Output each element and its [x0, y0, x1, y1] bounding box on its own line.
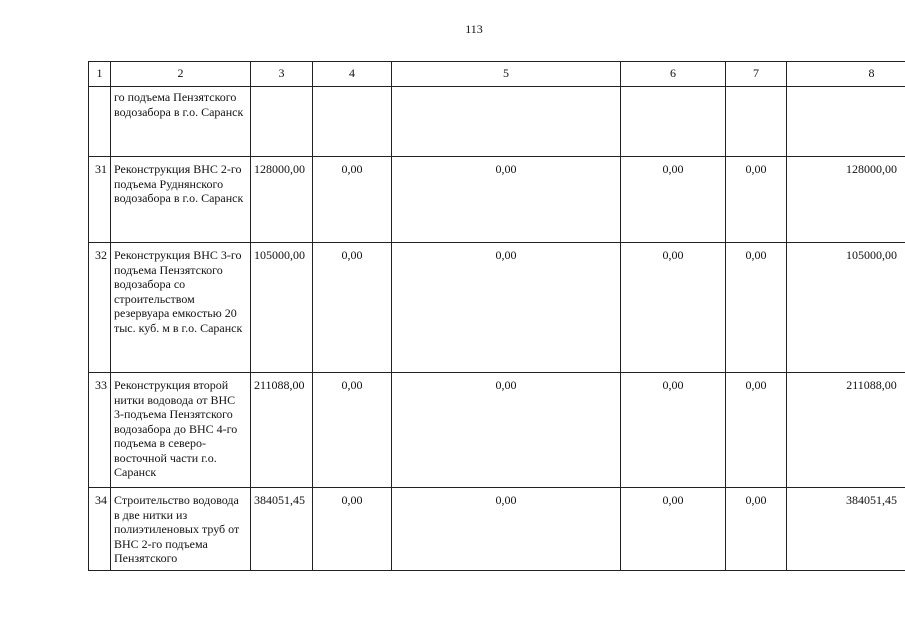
row-col-6: 0,00: [621, 488, 726, 571]
row-col-8: 105000,00: [787, 243, 905, 373]
row-name: Реконструкция ВНС 2-го подъема Руднянского водозабора в г.о. Саранск: [111, 157, 251, 243]
header-col-4: 4: [313, 62, 392, 87]
header-row: [89, 62, 905, 87]
header-col-5: 5: [392, 62, 621, 87]
row-col-3: 128000,00: [251, 157, 313, 243]
row-col-3: 211088,00: [251, 373, 313, 488]
row-col-7: 0,00: [726, 157, 787, 243]
row-col-7: 0,00: [726, 373, 787, 488]
row-number: 34: [89, 488, 111, 571]
row-col-8: [787, 87, 905, 157]
budget-table: [88, 61, 905, 571]
row-col-5: 0,00: [392, 373, 621, 488]
row-col-6: 0,00: [621, 373, 726, 488]
row-col-4: 0,00: [313, 488, 392, 571]
row-name: го подъема Пензятского водозабора в г.о. Саранск: [111, 87, 251, 157]
row-name: Строительство водовода в две нитки из полиэтиленовых труб от ВНС 2-го подъема Пензятского: [111, 488, 251, 571]
row-col-5: 0,00: [392, 243, 621, 373]
page-number: 113: [465, 22, 483, 36]
row-col-4: 0,00: [313, 243, 392, 373]
row-col-8: 384051,45: [787, 488, 905, 571]
header-col-3: 3: [251, 62, 313, 87]
row-col-7: 0,00: [726, 488, 787, 571]
row-col-5: 0,00: [392, 157, 621, 243]
header-col-1: 1: [89, 62, 111, 87]
row-col-4: [313, 87, 392, 157]
row-col-4: 0,00: [313, 157, 392, 243]
row-col-6: 0,00: [621, 243, 726, 373]
row-col-5: 0,00: [392, 488, 621, 571]
row-col-8: 128000,00: [787, 157, 905, 243]
table-row: [89, 488, 905, 571]
row-number: [89, 87, 111, 157]
row-col-8: 211088,00: [787, 373, 905, 488]
header-col-8: 8: [787, 62, 905, 87]
row-col-4: 0,00: [313, 373, 392, 488]
row-col-7: [726, 87, 787, 157]
row-col-3: [251, 87, 313, 157]
header-col-6: 6: [621, 62, 726, 87]
table-row: [89, 87, 905, 157]
row-name: Реконструкция второй нитки водовода от ВНС 3-подъема Пензятского водозабора до ВНС 4-го подъема в северо-восточной части г.о. Саранск: [111, 373, 251, 488]
header-col-2: 2: [111, 62, 251, 87]
row-col-3: 105000,00: [251, 243, 313, 373]
row-number: 31: [89, 157, 111, 243]
row-number: 32: [89, 243, 111, 373]
header-col-7: 7: [726, 62, 787, 87]
table-row: [89, 243, 905, 373]
row-col-6: [621, 87, 726, 157]
row-col-7: 0,00: [726, 243, 787, 373]
row-col-6: 0,00: [621, 157, 726, 243]
table-row: [89, 157, 905, 243]
row-name: Реконструкция ВНС 3-го подъема Пензятского водозабора со строительством резервуара емкостью 20 тыс. куб. м в г.о. Саранск: [111, 243, 251, 373]
row-col-3: 384051,45: [251, 488, 313, 571]
row-col-5: [392, 87, 621, 157]
table-row: [89, 373, 905, 488]
row-number: 33: [89, 373, 111, 488]
